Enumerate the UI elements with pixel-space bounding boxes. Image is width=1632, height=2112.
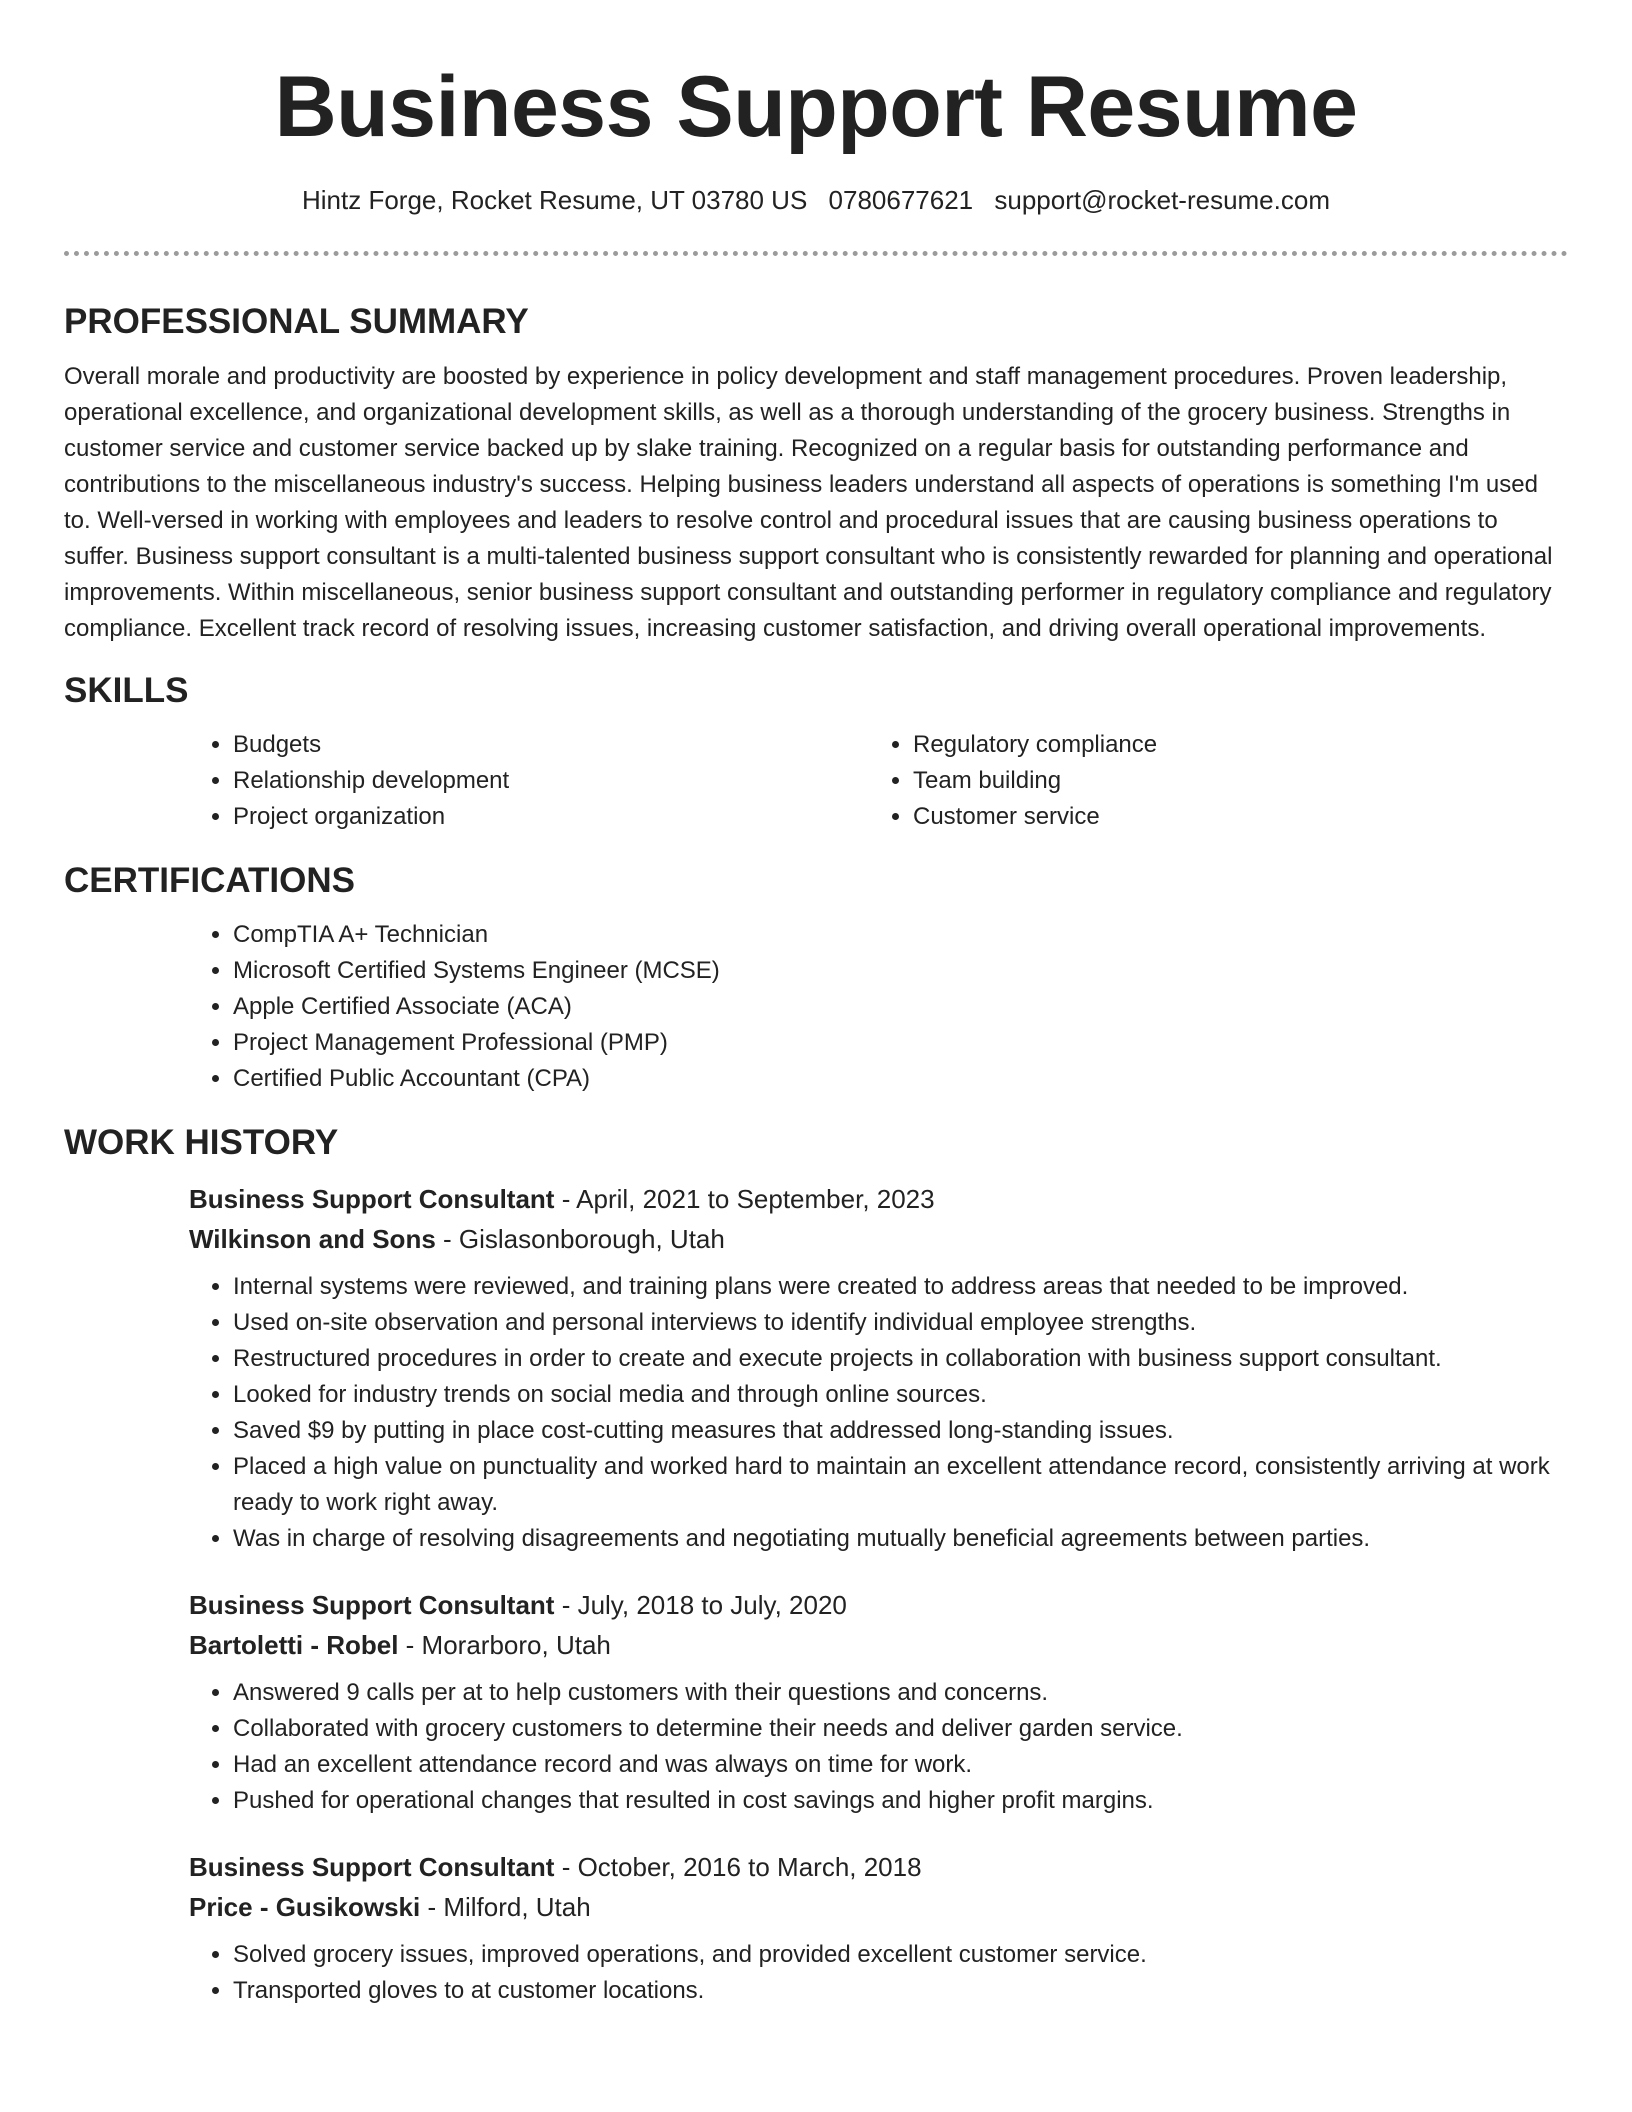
skills-column-left bbox=[189, 727, 869, 835]
job-title: Business Support Consultant bbox=[189, 1590, 555, 1620]
contact-line bbox=[64, 182, 1568, 218]
job-bullet: • Collaborated with grocery customers to determine their needs and deliver garden service. bbox=[233, 1711, 1568, 1747]
certifications-list bbox=[189, 917, 1568, 1097]
skill-item: • Team building bbox=[913, 763, 1549, 799]
job-bullet: • Saved $9 by putting in place cost-cutting measures that addressed long-standing issues. bbox=[233, 1413, 1568, 1449]
skill-item: • Regulatory compliance bbox=[913, 727, 1549, 763]
certifications-heading: CERTIFICATIONS bbox=[64, 861, 356, 900]
job-bullet: • Used on-site observation and personal interviews to identify individual employee strengths. bbox=[233, 1305, 1568, 1341]
contact-address: Hintz Forge, Rocket Resume, UT 03780 US bbox=[302, 185, 808, 215]
certification-item: • Certified Public Accountant (CPA) bbox=[233, 1061, 1568, 1097]
job-bullet: • Placed a high value on punctuality and worked hard to maintain an excellent attendance record, consistently arriving at work ready to work right away. bbox=[233, 1449, 1568, 1521]
job-bullet: • Answered 9 calls per at to help customers with their questions and concerns. bbox=[233, 1675, 1568, 1711]
job-bullet: • Looked for industry trends on social media and through online sources. bbox=[233, 1377, 1568, 1413]
resume-title: Business Support Resume bbox=[274, 59, 1358, 155]
job-title: Business Support Consultant bbox=[189, 1184, 555, 1214]
skill-item: • Project organization bbox=[233, 799, 869, 835]
job-company: Bartoletti - Robel bbox=[189, 1630, 399, 1660]
job-company: Wilkinson and Sons bbox=[189, 1224, 436, 1254]
resume-page bbox=[64, 0, 1568, 2009]
job-dates: - July, 2018 to July, 2020 bbox=[554, 1590, 847, 1620]
job-bullet: • Was in charge of resolving disagreements and negotiating mutually beneficial agreements between parties. bbox=[233, 1521, 1568, 1557]
job-bullet: • Transported gloves to at customer locations. bbox=[233, 1973, 1568, 2009]
job-title: Business Support Consultant bbox=[189, 1852, 555, 1882]
job-location: - Milford, Utah bbox=[420, 1892, 591, 1922]
certification-item: • CompTIA A+ Technician bbox=[233, 917, 1568, 953]
contact-email: support@rocket-resume.com bbox=[994, 185, 1330, 215]
job-location: - Morarboro, Utah bbox=[398, 1630, 611, 1660]
job-company-line bbox=[189, 1625, 1568, 1665]
skills-list bbox=[189, 727, 1568, 835]
job-title-line bbox=[189, 1585, 1568, 1625]
job-company-line bbox=[189, 1887, 1568, 1927]
job-bullets bbox=[189, 1269, 1568, 1557]
job-entry bbox=[189, 1585, 1568, 1819]
job-location: - Gislasonborough, Utah bbox=[435, 1224, 725, 1254]
certification-item: • Apple Certified Associate (ACA) bbox=[233, 989, 1568, 1025]
skill-item: • Budgets bbox=[233, 727, 869, 763]
job-entry bbox=[189, 1847, 1568, 2009]
certification-item: • Microsoft Certified Systems Engineer (MCSE) bbox=[233, 953, 1568, 989]
skill-item: • Relationship development bbox=[233, 763, 869, 799]
skills-column-right bbox=[869, 727, 1549, 835]
contact-phone: 0780677621 bbox=[828, 185, 974, 215]
job-bullet: • Had an excellent attendance record and was always on time for work. bbox=[233, 1747, 1568, 1783]
certification-item: • Project Management Professional (PMP) bbox=[233, 1025, 1568, 1061]
job-bullets bbox=[189, 1937, 1568, 2009]
header-divider bbox=[64, 251, 1568, 256]
job-entry bbox=[189, 1179, 1568, 1557]
job-bullet: • Restructured procedures in order to create and execute projects in collaboration with business support consultant. bbox=[233, 1341, 1568, 1377]
job-bullet: • Pushed for operational changes that resulted in cost savings and higher profit margins. bbox=[233, 1783, 1568, 1819]
summary-text: Overall morale and productivity are boosted by experience in policy development and staff management procedures. Proven leadership, operational excellence, and organizational development skills, as well as a thorough understanding of the grocery business. Strengths in customer service and customer service backed up by slake training. Recognized on a regular basis for outstanding performance and contributions to the miscellaneous industry's success. Helping business leaders understand all aspects of operations is something I'm used to. Well-versed in working with employees and leaders to resolve control and procedural issues that are causing business operations to suffer. Business support consultant is a multi-talented business support consultant who is consistently rewarded for planning and operational improvements. Within miscellaneous, senior business support consultant and outstanding performer in regulatory compliance and regulatory compliance. Excellent track record of resolving issues, increasing customer satisfaction, and driving overall operational improvements. bbox=[64, 363, 1553, 642]
work-history-heading: WORK HISTORY bbox=[64, 1123, 339, 1162]
skills-heading: SKILLS bbox=[64, 671, 189, 710]
job-bullets bbox=[189, 1675, 1568, 1819]
summary-heading: PROFESSIONAL SUMMARY bbox=[64, 302, 529, 341]
job-title-line bbox=[189, 1847, 1568, 1887]
job-bullet: • Solved grocery issues, improved operations, and provided excellent customer service. bbox=[233, 1937, 1568, 1973]
job-company: Price - Gusikowski bbox=[189, 1892, 421, 1922]
job-company-line bbox=[189, 1219, 1568, 1259]
job-dates: - October, 2016 to March, 2018 bbox=[554, 1852, 922, 1882]
job-title-line bbox=[189, 1179, 1568, 1219]
job-dates: - April, 2021 to September, 2023 bbox=[554, 1184, 935, 1214]
job-bullet: • Internal systems were reviewed, and training plans were created to address areas that needed to be improved. bbox=[233, 1269, 1568, 1305]
skill-item: • Customer service bbox=[913, 799, 1549, 835]
